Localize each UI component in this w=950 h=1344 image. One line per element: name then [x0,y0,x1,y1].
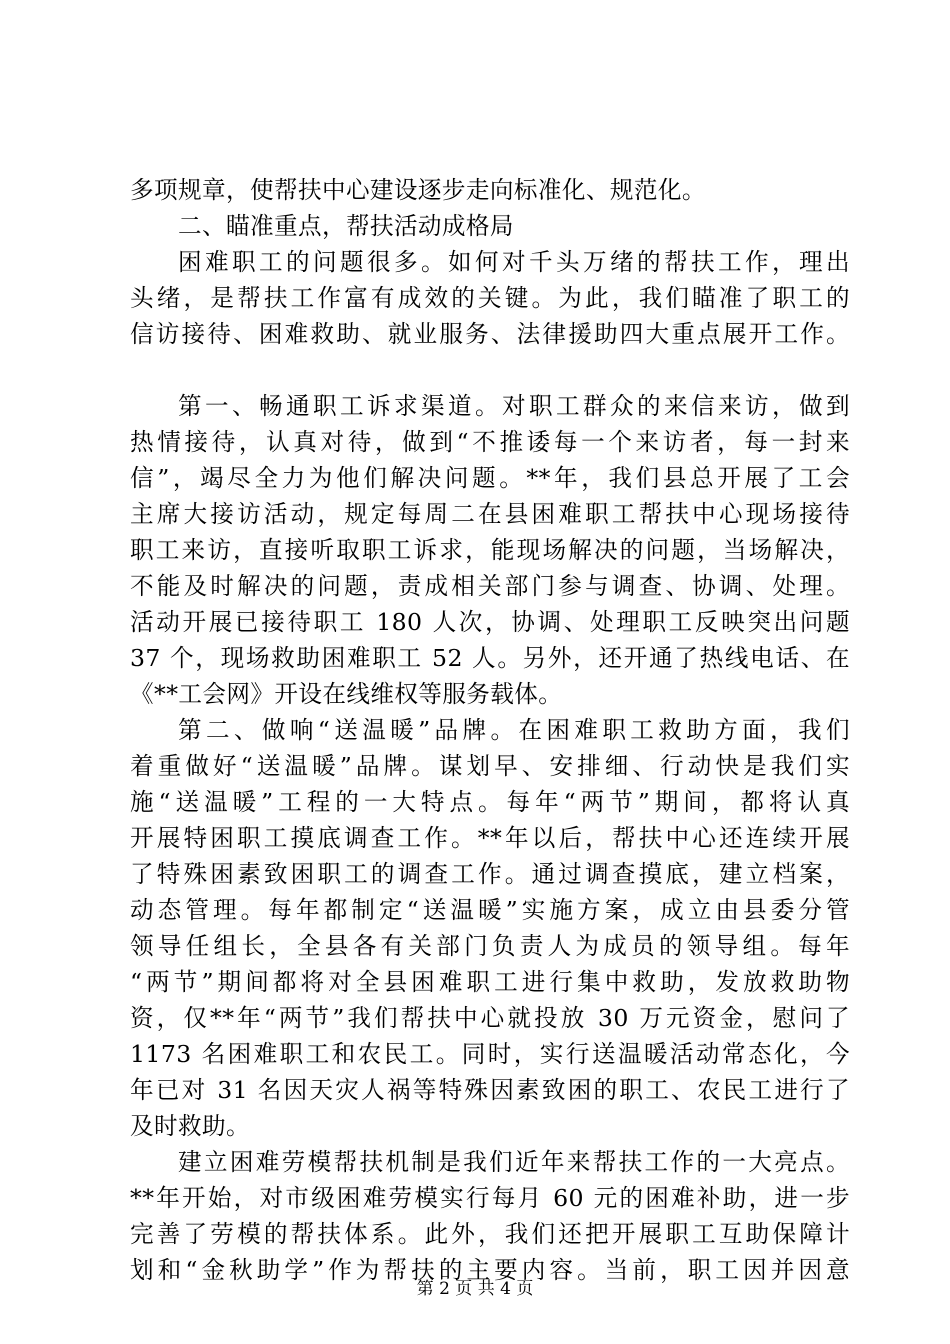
text-line: 《**工会网》开设在线维权等服务载体。 [130,680,563,708]
text-line: 信访接待、困难救助、就业服务、法律援助四大重点展开工作。 [130,320,850,348]
text-line: 头绪，是帮扶工作富有成效的关键。为此，我们瞄准了职工的 [130,284,850,312]
text-line: 领导任组长，全县各有关部门负责人为成员的领导组。每年 [130,932,850,960]
text-line: 着重做好“送温暖”品牌。谋划早、安排细、行动快是我们实 [130,752,850,780]
page-footer: 第 2 页 共 4 页 [416,1279,534,1299]
text-line: 活动开展已接待职工 180 人次，协调、处理职工反映突出问题 [130,608,850,636]
text-line: 及时救助。 [130,1112,250,1140]
text-line: 37 个，现场救助困难职工 52 人。另外，还开通了热线电话、在 [130,644,850,672]
text-line: 第一、畅通职工诉求渠道。对职工群众的来信来访，做到 [178,392,850,420]
text-line: 开展特困职工摸底调查工作。**年以后，帮扶中心还连续开展 [130,824,850,852]
text-line: 划和“金秋助学”作为帮扶的主要内容。当前，职工因并因意 [130,1256,850,1284]
text-line: 热情接待，认真对待，做到“不推诿每一个来访者，每一封来 [130,428,850,456]
text-line: 信”，竭尽全力为他们解决问题。**年，我们县总开展了工会 [130,464,850,492]
text-line: 困难职工的问题很多。如何对千头万绪的帮扶工作，理出 [178,248,850,276]
text-line: 建立困难劳模帮扶机制是我们近年来帮扶工作的一大亮点。 [178,1148,850,1176]
text-line: 主席大接访活动，规定每周二在县困难职工帮扶中心现场接待 [130,500,850,528]
section-heading: 二、瞄准重点，帮扶活动成格局 [178,212,514,240]
text-line: 动态管理。每年都制定“送温暖”实施方案，成立由县委分管 [130,896,850,924]
text-line: 第二、做响“送温暖”品牌。在困难职工救助方面，我们 [178,716,850,744]
text-line: 职工来访，直接听取职工诉求，能现场解决的问题，当场解决， [130,536,850,564]
text-line: 资，仅**年“两节”我们帮扶中心就投放 30 万元资金，慰问了 [130,1004,850,1032]
text-line: 完善了劳模的帮扶体系。此外，我们还把开展职工互助保障计 [130,1220,850,1248]
text-line: 了特殊困素致困职工的调查工作。通过调查摸底，建立档案， [130,860,850,888]
text-line: **年开始，对市级困难劳模实行每月 60 元的困难补助，进一步 [130,1184,850,1212]
text-line: 不能及时解决的问题，责成相关部门参与调查、协调、处理。 [130,572,850,600]
text-line: “两节”期间都将对全县困难职工进行集中救助，发放救助物 [130,968,850,996]
text-line: 年已对 31 名因天灾人祸等特殊因素致困的职工、农民工进行了 [130,1076,850,1104]
text-line: 1173 名困难职工和农民工。同时，实行送温暖活动常态化，今 [130,1040,850,1068]
text-line: 施“送温暖”工程的一大特点。每年“两节”期间，都将认真 [130,788,850,816]
text-line: 多项规章，使帮扶中心建设逐步走向标准化、规范化。 [130,176,706,204]
